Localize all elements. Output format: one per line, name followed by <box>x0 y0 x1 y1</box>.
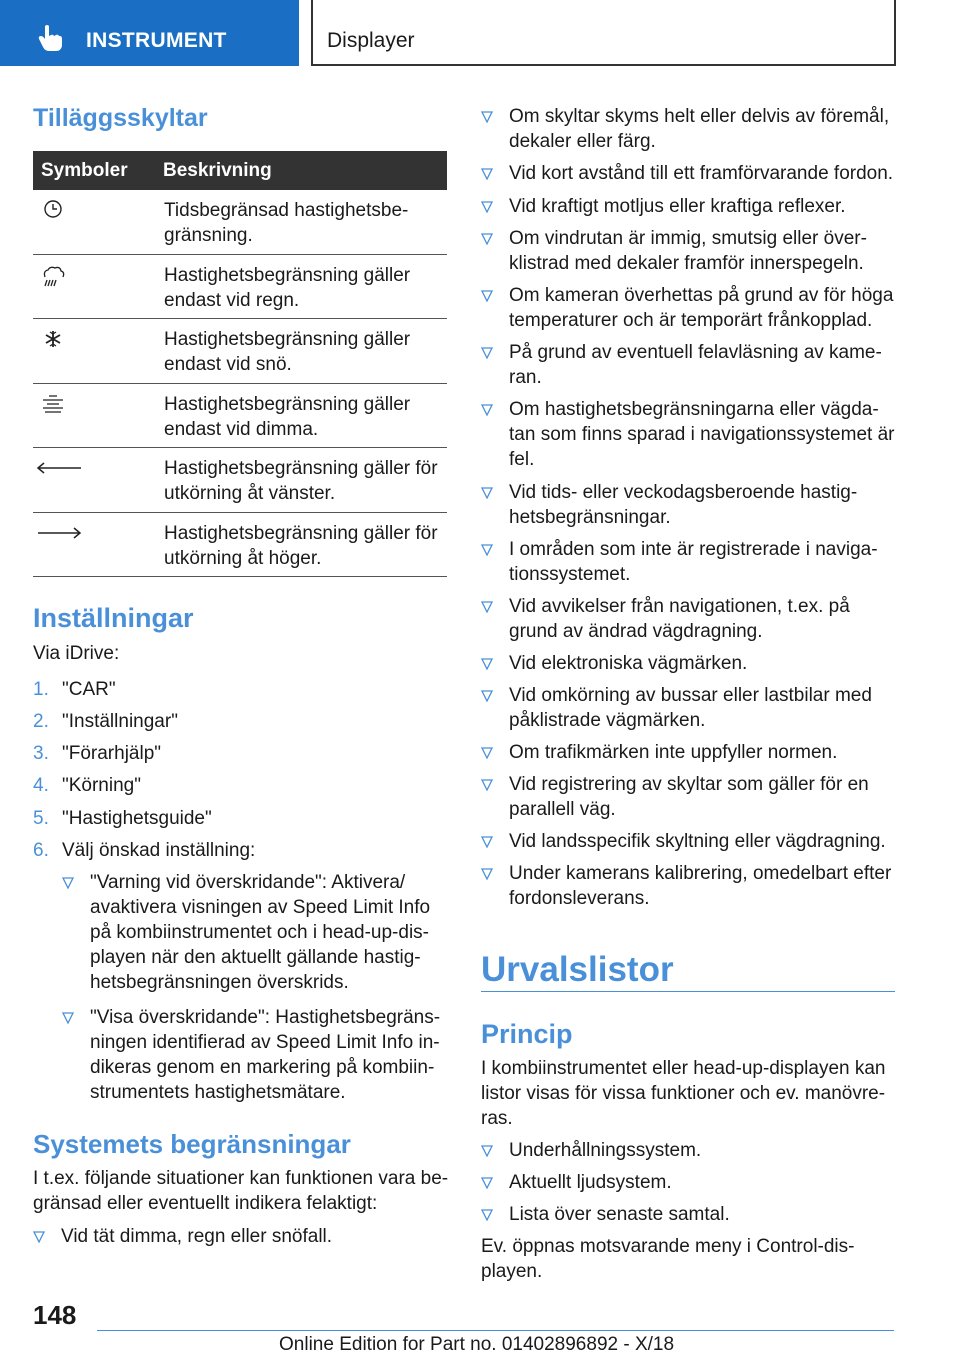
triangle-bullet-icon <box>481 868 493 880</box>
row-text: utkörning åt höger. <box>164 547 322 569</box>
table-header-beskrivning: Beskrivning <box>163 159 272 181</box>
arrow-right-icon <box>33 523 83 547</box>
row-text: Tidsbegränsad hastighetsbe- <box>164 200 409 221</box>
triangle-bullet-icon <box>481 1145 493 1157</box>
triangle-bullet-icon <box>62 877 74 889</box>
table-header <box>33 151 447 190</box>
heading-tillaggsskyltar: Tilläggsskyltar <box>33 104 208 132</box>
triangle-bullet-icon <box>481 233 493 245</box>
row-text: Hastighetsbegränsning gäller <box>164 393 411 415</box>
triangle-bullet-icon <box>33 1231 45 1243</box>
section-box <box>311 0 896 66</box>
row-text: endast vid snö. <box>164 354 292 375</box>
table-row <box>33 190 447 255</box>
triangle-bullet-icon <box>481 779 493 791</box>
table-header-symboler: Symboler <box>41 159 128 181</box>
symbols-table <box>33 151 447 577</box>
triangle-bullet-icon <box>481 601 493 613</box>
triangle-bullet-icon <box>481 747 493 759</box>
triangle-bullet-icon <box>481 404 493 416</box>
section-label: Displayer <box>327 29 415 52</box>
triangle-bullet-icon <box>481 487 493 499</box>
triangle-bullet-icon <box>481 836 493 848</box>
body-text: I kombiinstrumentet eller head-up-displayen kan listor visas för vissa funktioner och ev. manövre- ras. <box>481 1058 886 1129</box>
chapter-tab <box>0 0 299 66</box>
intro-text: I t.ex. följande situationer kan funktionen vara be- gränsad eller eventuellt indikera felaktigt: <box>33 1168 449 1214</box>
arrow-left-icon <box>33 458 83 482</box>
triangle-bullet-icon <box>481 1177 493 1189</box>
triangle-bullet-icon <box>481 111 493 123</box>
row-text: Hastighetsbegränsning gäller för <box>164 458 438 479</box>
row-text: Hastighetsbegränsning gäller för <box>164 522 438 544</box>
table-row <box>33 513 447 578</box>
page-number: 148 <box>33 1300 77 1330</box>
triangle-bullet-icon <box>481 690 493 702</box>
row-text: endast vid regn. <box>164 289 300 311</box>
heading-installningar: Inställningar <box>33 603 194 633</box>
triangle-bullet-icon <box>62 1012 74 1024</box>
row-text: Hastighetsbegränsning gäller <box>164 264 411 286</box>
table-row <box>33 255 447 320</box>
footer-rule <box>97 1330 894 1331</box>
table-row <box>33 319 447 384</box>
heading-rule <box>481 991 895 992</box>
row-text: utkörning åt vänster. <box>164 483 336 504</box>
triangle-bullet-icon <box>481 1209 493 1221</box>
row-text: gränsning. <box>164 225 253 246</box>
row-text: Hastighetsbegränsning gäller <box>164 329 411 350</box>
triangle-bullet-icon <box>481 658 493 670</box>
table-row <box>33 384 447 449</box>
chapter-label: INSTRUMENT <box>86 29 227 52</box>
snowflake-icon <box>33 329 73 353</box>
triangle-bullet-icon <box>481 544 493 556</box>
row-text: endast vid dimma. <box>164 418 319 440</box>
table-row <box>33 448 447 513</box>
triangle-bullet-icon <box>481 168 493 180</box>
page-header <box>0 0 960 66</box>
triangle-bullet-icon <box>481 201 493 213</box>
triangle-bullet-icon <box>481 347 493 359</box>
rain-icon <box>33 265 73 289</box>
clock-icon <box>33 200 73 224</box>
hand-pointer-icon <box>38 24 64 52</box>
heading-urvalslistor: Urvalslistor <box>481 950 674 989</box>
body-text: Ev. öppnas motsvarande meny i Control-dis- playen. <box>481 1236 855 1282</box>
heading-princip: Princip <box>481 1019 573 1049</box>
triangle-bullet-icon <box>481 290 493 302</box>
fog-icon <box>33 394 73 418</box>
heading-begransningar: Systemets begränsningar <box>33 1129 351 1159</box>
intro-text: Via iDrive: <box>33 643 120 664</box>
footer-edition: Online Edition for Part no. 01402896892 - X/18 <box>279 1334 675 1355</box>
